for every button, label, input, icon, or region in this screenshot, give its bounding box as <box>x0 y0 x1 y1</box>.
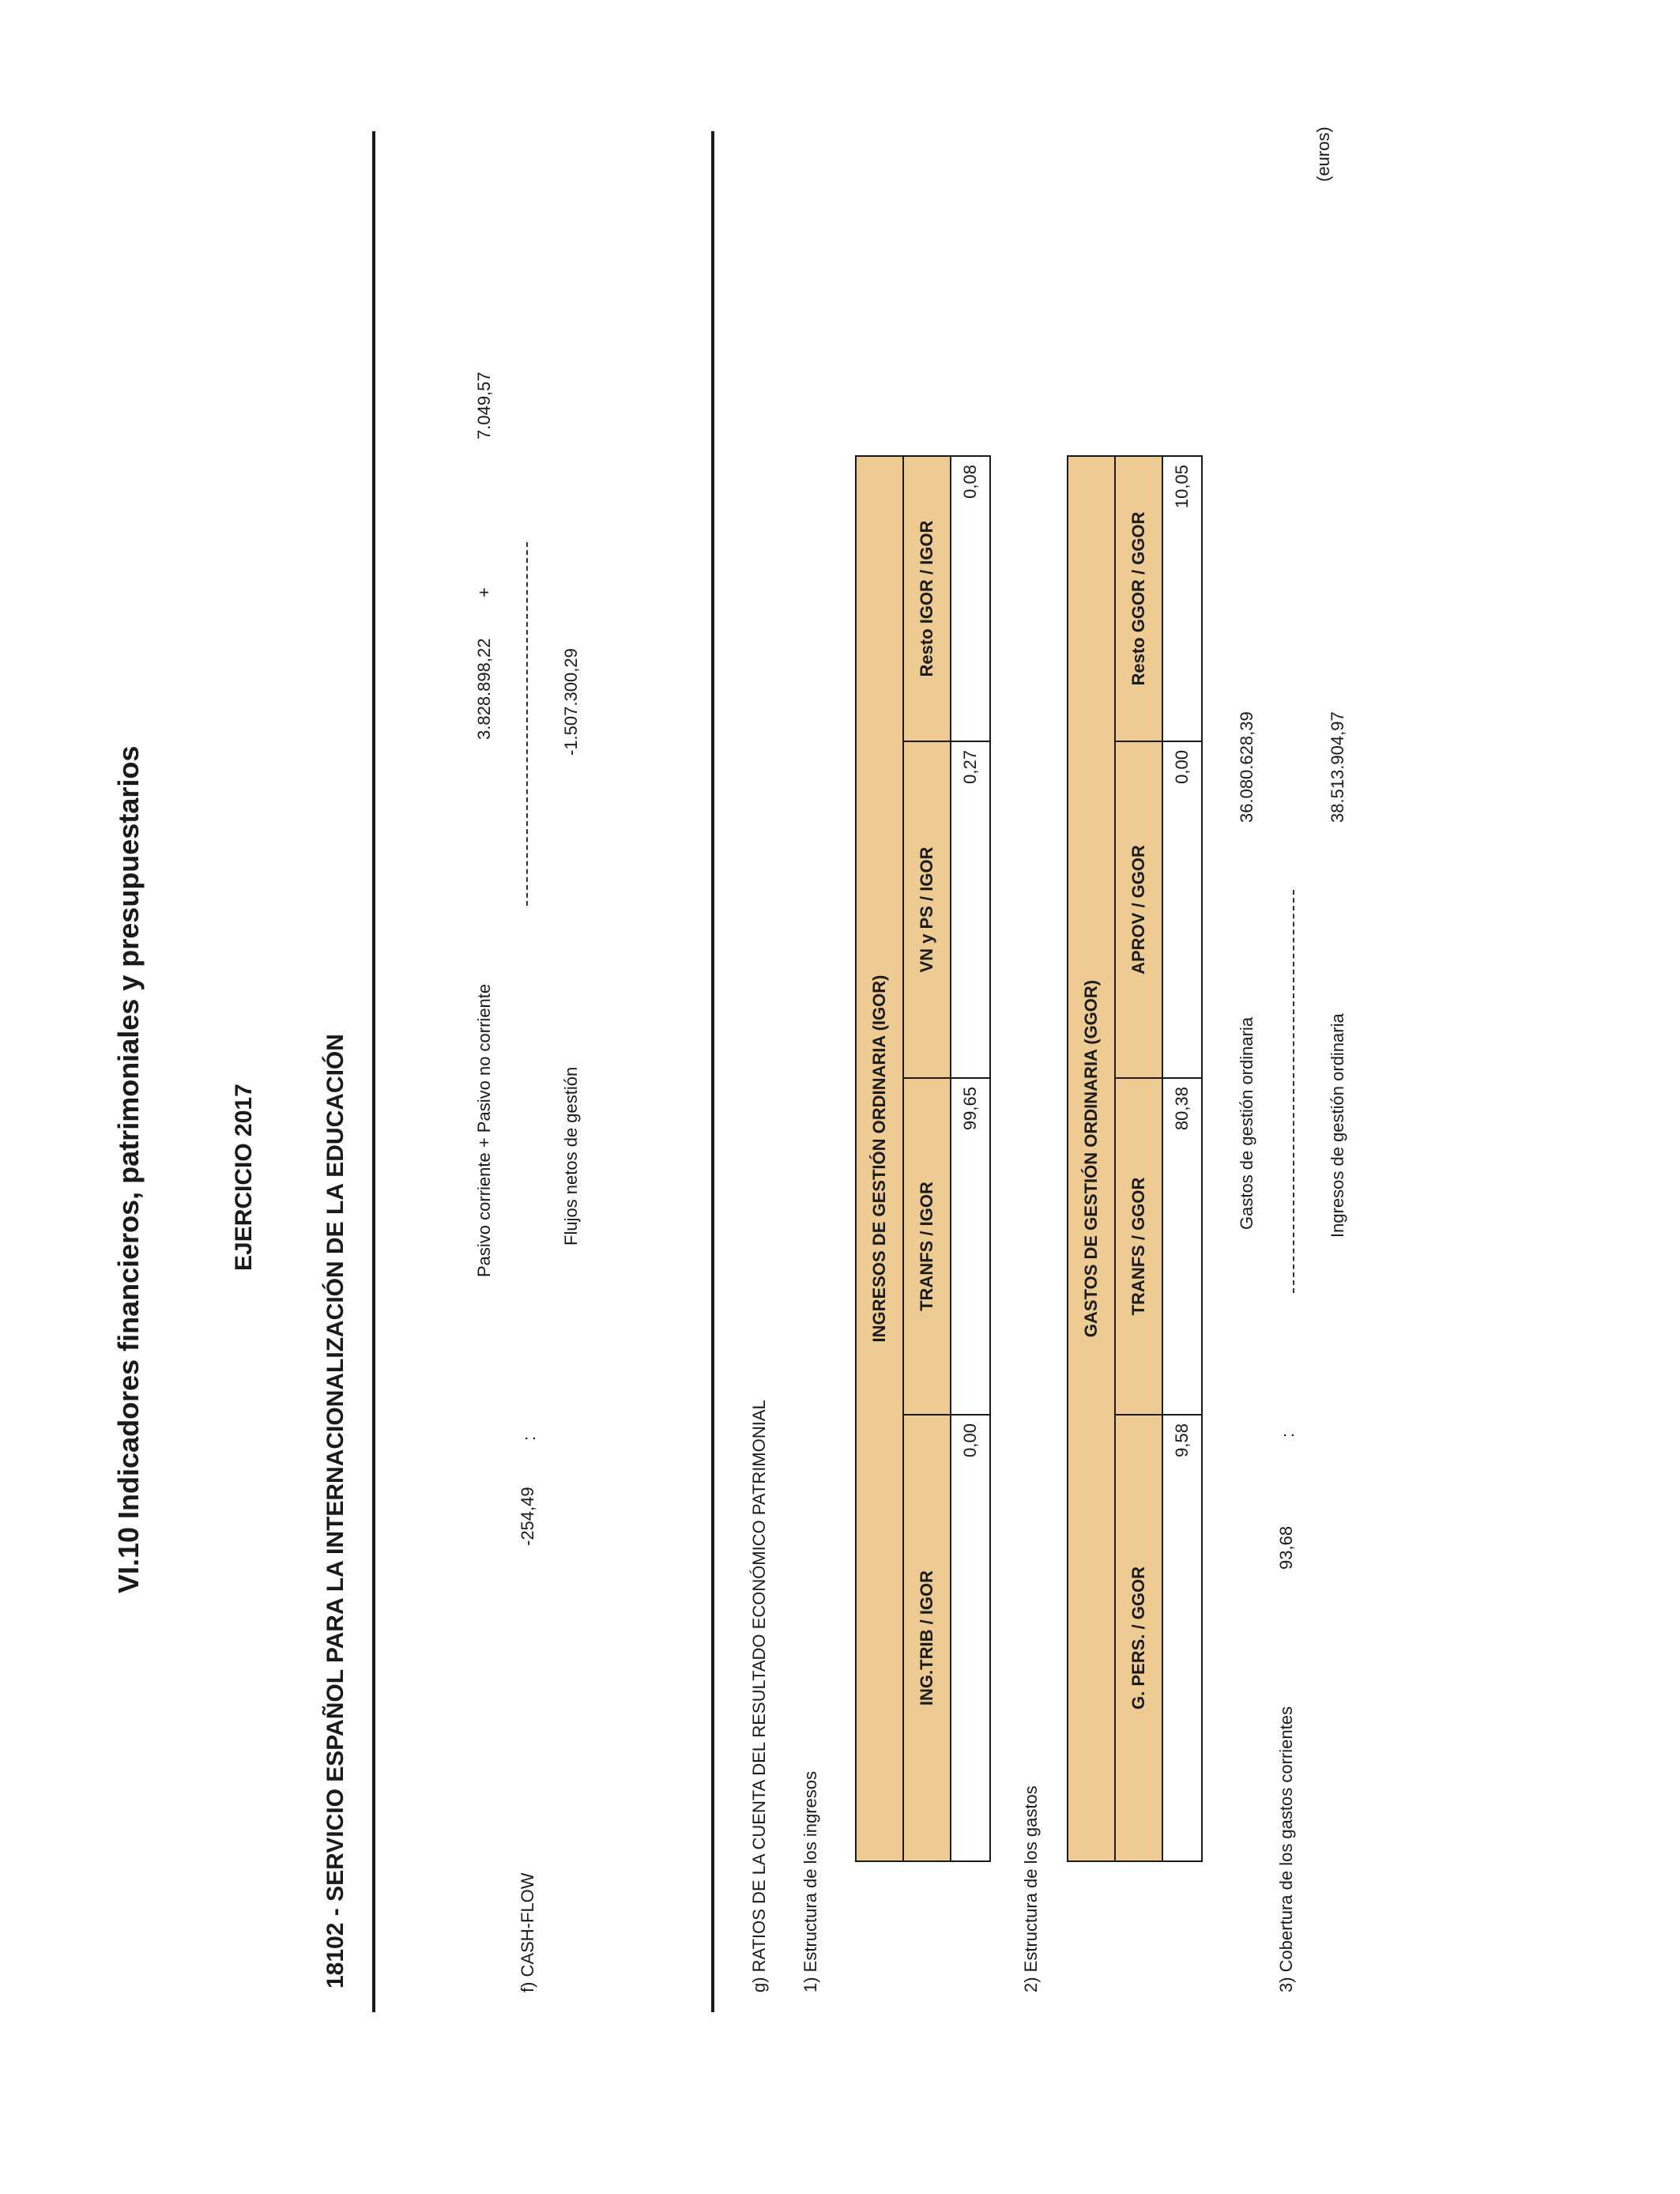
gastos-col-resto: Resto GGOR / GGOR <box>1115 456 1162 741</box>
gastos-value-aprov: 0,00 <box>1162 741 1202 1078</box>
ingresos-col-tranfs: TRANFS / IGOR <box>903 1078 951 1415</box>
gastos-group-header: GASTOS DE GESTIÓN ORDINARIA (GGOR) <box>1068 456 1115 1861</box>
cobertura-value: 93,68 <box>1276 1525 1296 1570</box>
ratios-section-label: g) RATIOS DE LA CUENTA DEL RESULTADO ECONÓMICO PATRIMONIAL <box>749 1400 769 1992</box>
top-rule <box>372 131 375 2012</box>
gastos-value-gpers: 9,58 <box>1162 1415 1202 1861</box>
gastos-structure-label: 2) Estructura de los gastos <box>1021 1785 1041 1992</box>
cobertura-fraction-line <box>1293 890 1294 1293</box>
unit-label: (euros) <box>1313 126 1333 182</box>
cobertura-colon: : <box>1278 1432 1298 1438</box>
ingresos-col-vnps: VN y PS / IGOR <box>903 741 951 1078</box>
gastos-col-tranfs: TRANFS / GGOR <box>1115 1078 1162 1415</box>
cashflow-fraction-line <box>526 542 528 906</box>
cobertura-denominator-label: Ingresos de gestión ordinaria <box>1328 1013 1347 1238</box>
cashflow-label: f) CASH-FLOW <box>518 1872 537 1992</box>
ingresos-group-header: INGRESOS DE GESTIÓN ORDINARIA (IGOR) <box>856 456 903 1861</box>
ingresos-value-vnps: 0,27 <box>951 741 990 1078</box>
gastos-table <box>1067 455 1203 1862</box>
entity-name: 18102 - SERVICIO ESPAÑOL PARA LA INTERNACIONALIZACIÓN DE LA EDUCACIÓN <box>322 1034 348 1989</box>
ingresos-col-resto: Resto IGOR / IGOR <box>903 456 951 741</box>
cobertura-label: 3) Cobertura de los gastos corrientes <box>1276 1706 1296 1992</box>
cobertura-numerator-value: 36.080.628,39 <box>1237 711 1256 823</box>
cashflow-denominator-value: -1.507.300,29 <box>561 648 581 756</box>
cashflow-value: -254,49 <box>518 1487 537 1546</box>
ingresos-value-resto: 0,08 <box>951 456 990 741</box>
cashflow-colon: : <box>519 1435 539 1441</box>
gastos-values-row <box>1162 456 1202 1861</box>
gastos-col-gpers: G. PERS. / GGOR <box>1115 1415 1162 1861</box>
cobertura-numerator-label: Gastos de gestión ordinaria <box>1237 1016 1256 1230</box>
page-title: VI.10 Indicadores financieros, patrimoniales y presupuestarios <box>112 745 145 1593</box>
cashflow-numerator-value-1: 3.828.898,22 <box>474 638 494 740</box>
ingresos-value-tranfs: 99,65 <box>951 1078 990 1415</box>
ingresos-col-ingtrib: ING.TRIB / IGOR <box>903 1415 951 1861</box>
cobertura-denominator-value: 38.513.904,97 <box>1328 711 1347 823</box>
ingresos-values-row <box>951 456 990 1861</box>
gastos-value-tranfs: 80,38 <box>1162 1078 1202 1415</box>
ingresos-structure-label: 1) Estructura de los ingresos <box>800 1770 820 1992</box>
gastos-col-aprov: APROV / GGOR <box>1115 741 1162 1078</box>
ingresos-value-ingtrib: 0,00 <box>951 1415 990 1861</box>
cashflow-numerator-label: Pasivo corriente + Pasivo no corriente <box>474 983 494 1277</box>
middle-rule <box>711 131 714 2012</box>
cashflow-plus: + <box>474 587 494 598</box>
ingresos-table <box>855 455 991 1862</box>
exercise-year: EJERCICIO 2017 <box>231 1084 257 1271</box>
cashflow-denominator-label: Flujos netos de gestión <box>561 1066 581 1246</box>
cashflow-numerator-value-2: 7.049,57 <box>474 371 494 439</box>
gastos-value-resto: 10,05 <box>1162 456 1202 741</box>
